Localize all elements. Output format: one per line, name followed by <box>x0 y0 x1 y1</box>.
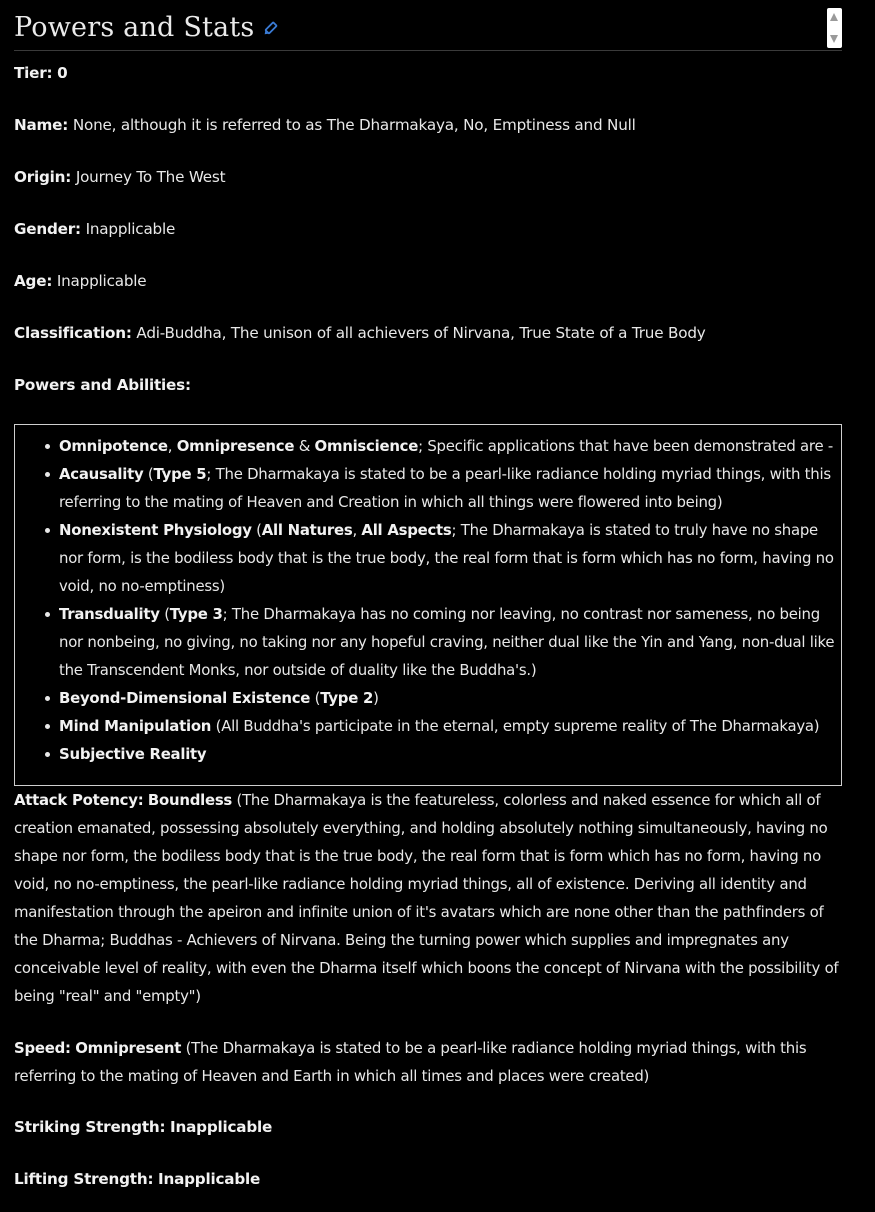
field-origin <box>14 168 844 186</box>
field-lifting-strength <box>14 1170 844 1188</box>
field-value: Adi-Buddha, The unison of all achievers of Nirvana, True State of a True Body <box>136 324 706 342</box>
list-item <box>15 460 841 516</box>
field-value: Journey To The West <box>75 168 226 186</box>
list-item <box>15 740 841 768</box>
field-value: Omnipresent <box>75 1039 182 1057</box>
field-value: Boundless <box>147 791 233 809</box>
field-value: 0 <box>57 64 68 82</box>
ability-text: & <box>294 437 315 455</box>
ability-text: ( <box>251 521 262 539</box>
field-attack-potency <box>14 786 842 1010</box>
field-age <box>14 272 844 290</box>
ability-link[interactable]: Acausality <box>59 465 144 483</box>
field-value: Inapplicable <box>85 220 176 238</box>
field-label: Gender: <box>14 220 81 238</box>
field-label: Attack Potency: <box>14 791 144 809</box>
ability-text: ; Specific applications that have been demonstrated are - <box>418 437 833 455</box>
field-gender <box>14 220 844 238</box>
field-description: (The Dharmakaya is stated to be a pearl-like radiance holding myriad things, with this referring to the mating of Heaven and Earth in which all times and places were created) <box>14 1039 807 1085</box>
ability-link[interactable]: Omnipresence <box>176 437 295 455</box>
list-item <box>15 684 841 712</box>
ability-text: ; The Dharmakaya is stated to be a pearl-like radiance holding myriad things, with this referring to the mating of Heaven and Creation in which all things were flowered into being) <box>59 465 831 511</box>
field-classification <box>14 324 844 342</box>
abilities-box <box>14 424 842 786</box>
ability-text: ; The Dharmakaya is stated to truly have no shape nor form, is the bodiless body that is the true body, the real form that is form which has no form, having no void, no no-emptiness) <box>59 521 834 595</box>
field-tier <box>14 64 844 82</box>
ability-text: , <box>167 437 177 455</box>
field-value: Inapplicable <box>158 1170 261 1188</box>
abilities-list <box>15 432 841 768</box>
ability-text: ( <box>143 465 154 483</box>
field-striking-strength <box>14 1118 844 1136</box>
field-value: Inapplicable <box>56 272 147 290</box>
ability-text: (All Buddha's participate in the eternal, empty supreme reality of The Dharmakaya) <box>211 717 820 735</box>
powers-heading-text: Powers and Abilities: <box>14 376 191 394</box>
field-label: Tier: <box>14 64 53 82</box>
ability-link[interactable]: Transduality <box>59 605 160 623</box>
field-label: Striking Strength: <box>14 1118 166 1136</box>
scrollbar[interactable] <box>827 8 842 48</box>
ability-text: ( <box>159 605 170 623</box>
list-item <box>15 712 841 740</box>
ability-text: ) <box>373 689 379 707</box>
pencil-icon[interactable] <box>262 21 278 37</box>
field-label: Age: <box>14 272 53 290</box>
field-label: Origin: <box>14 168 72 186</box>
ability-link[interactable]: Nonexistent Physiology <box>59 521 252 539</box>
ability-link[interactable]: Subjective Reality <box>59 745 207 763</box>
triangle-up-icon[interactable] <box>830 13 838 21</box>
ability-text: ; The Dharmakaya has no coming nor leaving, no contrast nor sameness, no being nor nonbeing, no giving, no taking nor any hopeful craving, neither dual like the Yin and Yang, non-dual like the Transcendent Monks, nor outside of duality like the Buddha's.) <box>59 605 835 679</box>
list-item <box>15 600 841 684</box>
ability-link[interactable]: Type 2 <box>320 689 374 707</box>
field-label: Name: <box>14 116 69 134</box>
ability-link[interactable]: All Natures <box>261 521 353 539</box>
ability-link[interactable]: All Aspects <box>361 521 452 539</box>
list-item <box>15 432 841 460</box>
field-label: Speed: <box>14 1039 71 1057</box>
powers-heading <box>14 376 844 394</box>
ability-link[interactable]: Mind Manipulation <box>59 717 212 735</box>
field-label: Lifting Strength: <box>14 1170 154 1188</box>
field-value: None, although it is referred to as The Dharmakaya, No, Emptiness and Null <box>72 116 636 134</box>
section-title-text: Powers and Stats <box>14 12 255 43</box>
ability-text: ( <box>310 689 321 707</box>
ability-link[interactable]: Type 3 <box>169 605 223 623</box>
triangle-down-icon[interactable] <box>830 35 838 43</box>
ability-text: , <box>352 521 362 539</box>
field-name <box>14 116 844 134</box>
field-label: Classification: <box>14 324 132 342</box>
ability-link[interactable]: Beyond-Dimensional Existence <box>59 689 311 707</box>
field-value: Inapplicable <box>170 1118 273 1136</box>
section-title <box>14 12 278 43</box>
section-header <box>14 8 842 51</box>
list-item <box>15 516 841 600</box>
ability-link[interactable]: Omniscience <box>314 437 419 455</box>
field-speed <box>14 1034 842 1090</box>
ability-link[interactable]: Type 5 <box>153 465 207 483</box>
field-description: (The Dharmakaya is the featureless, colorless and naked essence for which all of creation emanated, possessing absolutely everything, and holding absolutely nothing simultaneously, having no shape nor form, the bodiless body that is the true body, the real form that is form which has no form, having no void, no no-emptiness, the pearl-like radiance holding myriad things, all of existence. Deriving all identity and manifestation through the apeiron and infinite union of it's avatars which are none other than the pathfinders of the Dharma; Buddhas - Achievers of Nirvana. Being the turning power which supplies and impregnates any conceivable level of reality, with even the Dharma itself which boons the concept of Nirvana with the possibility of being "real" and "empty") <box>14 791 839 1005</box>
ability-link[interactable]: Omnipotence <box>59 437 168 455</box>
